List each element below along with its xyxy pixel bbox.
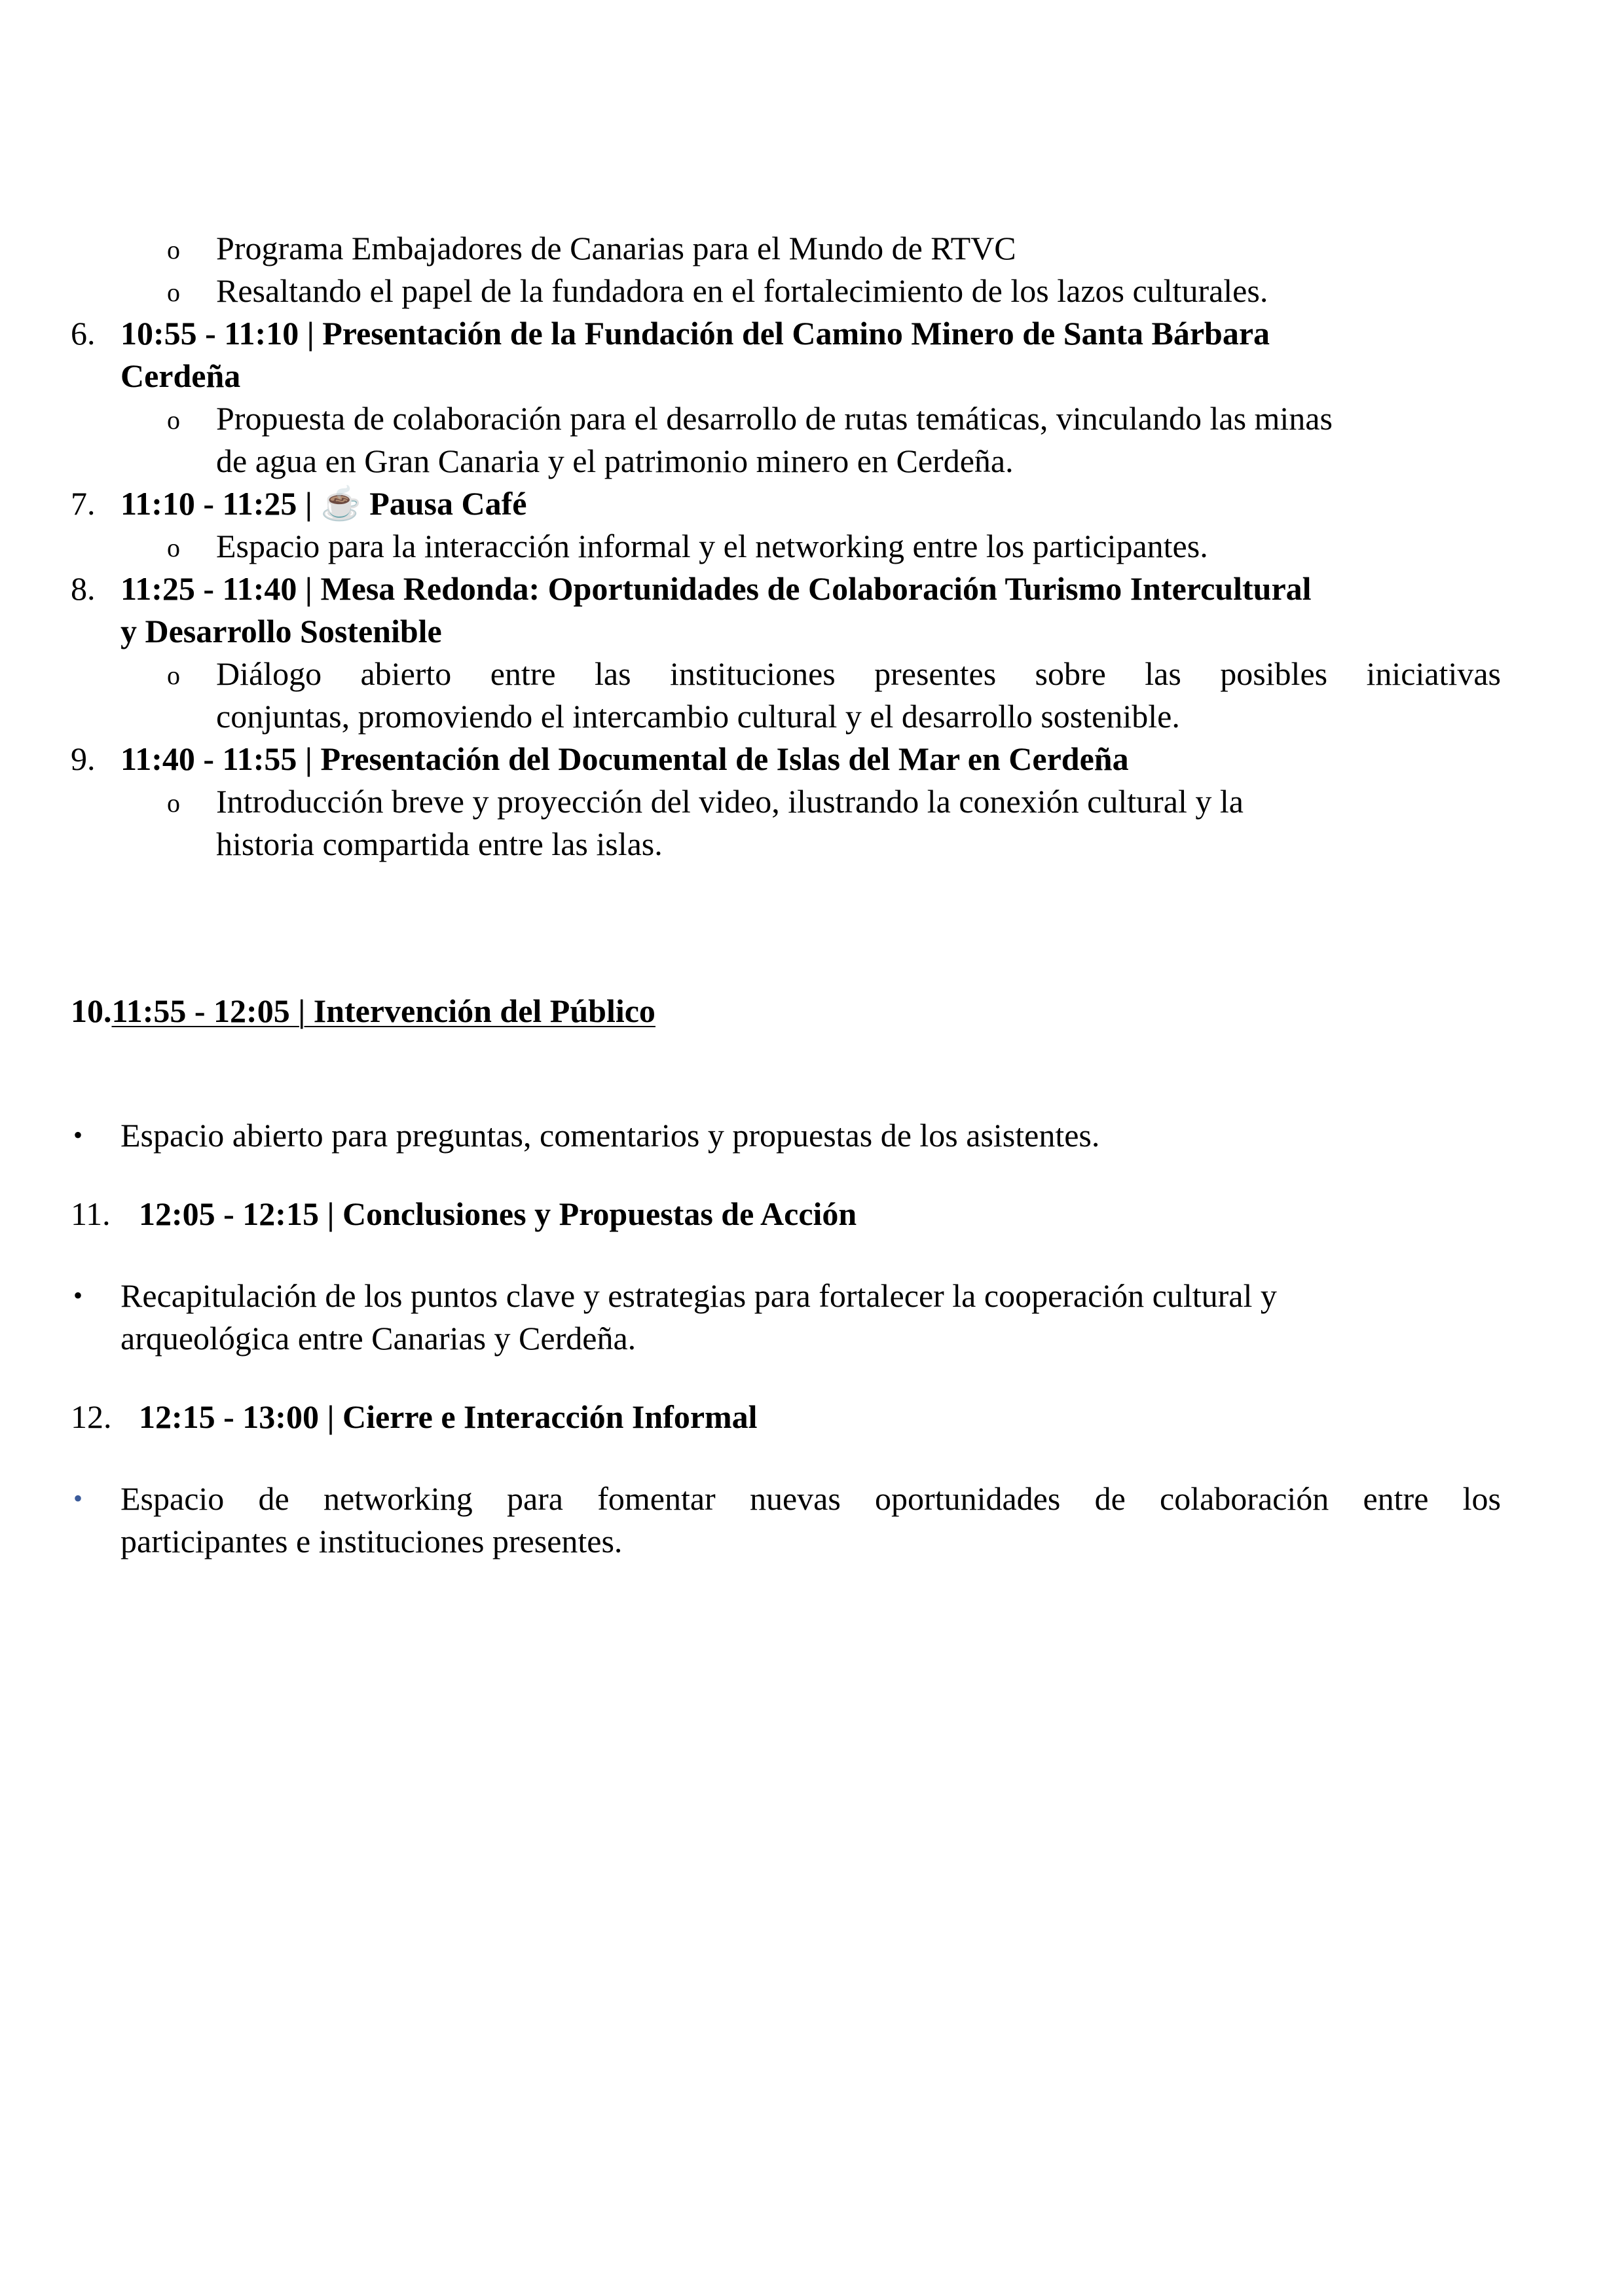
bullet-mark: •: [73, 1484, 83, 1513]
bullet-text: Recapitulación de los puntos clave y estrategias para fortalecer la cooperación cultural y: [120, 1277, 1277, 1314]
bullet-text: participantes e instituciones presentes.: [120, 1523, 623, 1559]
sub-item-text: de agua en Gran Canaria y el patrimonio minero en Cerdeña.: [216, 443, 1014, 479]
sub-bullet-mark: o: [167, 278, 180, 307]
item-number: 10.: [71, 993, 112, 1029]
item-title: 12:05 - 12:15 | Conclusiones y Propuestas de Acción: [139, 1195, 857, 1232]
sub-item-text: Introducción breve y proyección del video, ilustrando la conexión cultural y la: [216, 783, 1244, 820]
bullet-text: Espacio abierto para preguntas, comentarios y propuestas de los asistentes.: [120, 1117, 1100, 1154]
sub-item-text: Propuesta de colaboración para el desarrollo de rutas temáticas, vinculando las minas: [216, 400, 1333, 437]
sub-bullet-mark: o: [167, 533, 180, 562]
bullet-text: arqueológica entre Canarias y Cerdeña.: [120, 1320, 637, 1357]
item-number: 8.: [71, 570, 96, 607]
sub-bullet-mark: o: [167, 405, 180, 435]
item-number: 6.: [71, 315, 96, 352]
item-title: 11:25 - 11:40 | Mesa Redonda: Oportunidades de Colaboración Turismo Intercultural: [120, 570, 1312, 607]
sub-item-text: Resaltando el papel de la fundadora en el fortalecimiento de los lazos culturales.: [216, 272, 1268, 309]
sub-bullet-mark: o: [167, 788, 180, 818]
bullet-mark: •: [73, 1120, 83, 1150]
item-number: 12.: [71, 1398, 112, 1435]
sub-item-text: historia compartida entre las islas.: [216, 826, 663, 862]
item-number: 9.: [71, 740, 96, 777]
item-title: 12:15 - 13:00 | Cierre e Interacción Informal: [139, 1398, 758, 1435]
sub-bullet-mark: o: [167, 235, 180, 264]
bullet-mark: •: [73, 1281, 83, 1310]
sub-item-text: Espacio para la interacción informal y el networking entre los participantes.: [216, 528, 1208, 564]
item-title: y Desarrollo Sostenible: [120, 613, 442, 649]
item-title: 11:55 - 12:05 | Intervención del Público: [111, 993, 655, 1029]
sub-item-text: Programa Embajadores de Canarias para el Mundo de RTVC: [216, 230, 1016, 266]
item-title: Cerdeña: [120, 357, 241, 394]
item-title: 10:55 - 11:10 | Presentación de la Fundación del Camino Minero de Santa Bárbara: [120, 315, 1270, 352]
sub-bullet-mark: o: [167, 661, 180, 690]
sub-item-text: Diálogo abierto entre las instituciones presentes sobre las posibles iniciativas: [216, 655, 1501, 692]
item-number: 11.: [71, 1195, 111, 1232]
item-number: 7.: [71, 485, 96, 522]
item-title: 11:10 - 11:25 | ☕ Pausa Café: [120, 485, 527, 522]
sub-item-text: conjuntas, promoviendo el intercambio cultural y el desarrollo sostenible.: [216, 698, 1180, 735]
bullet-text: Espacio de networking para fomentar nuevas oportunidades de colaboración entre los: [120, 1480, 1501, 1517]
item-heading-10: [71, 989, 655, 1032]
item-title: 11:40 - 11:55 | Presentación del Documental de Islas del Mar en Cerdeña: [120, 740, 1129, 777]
